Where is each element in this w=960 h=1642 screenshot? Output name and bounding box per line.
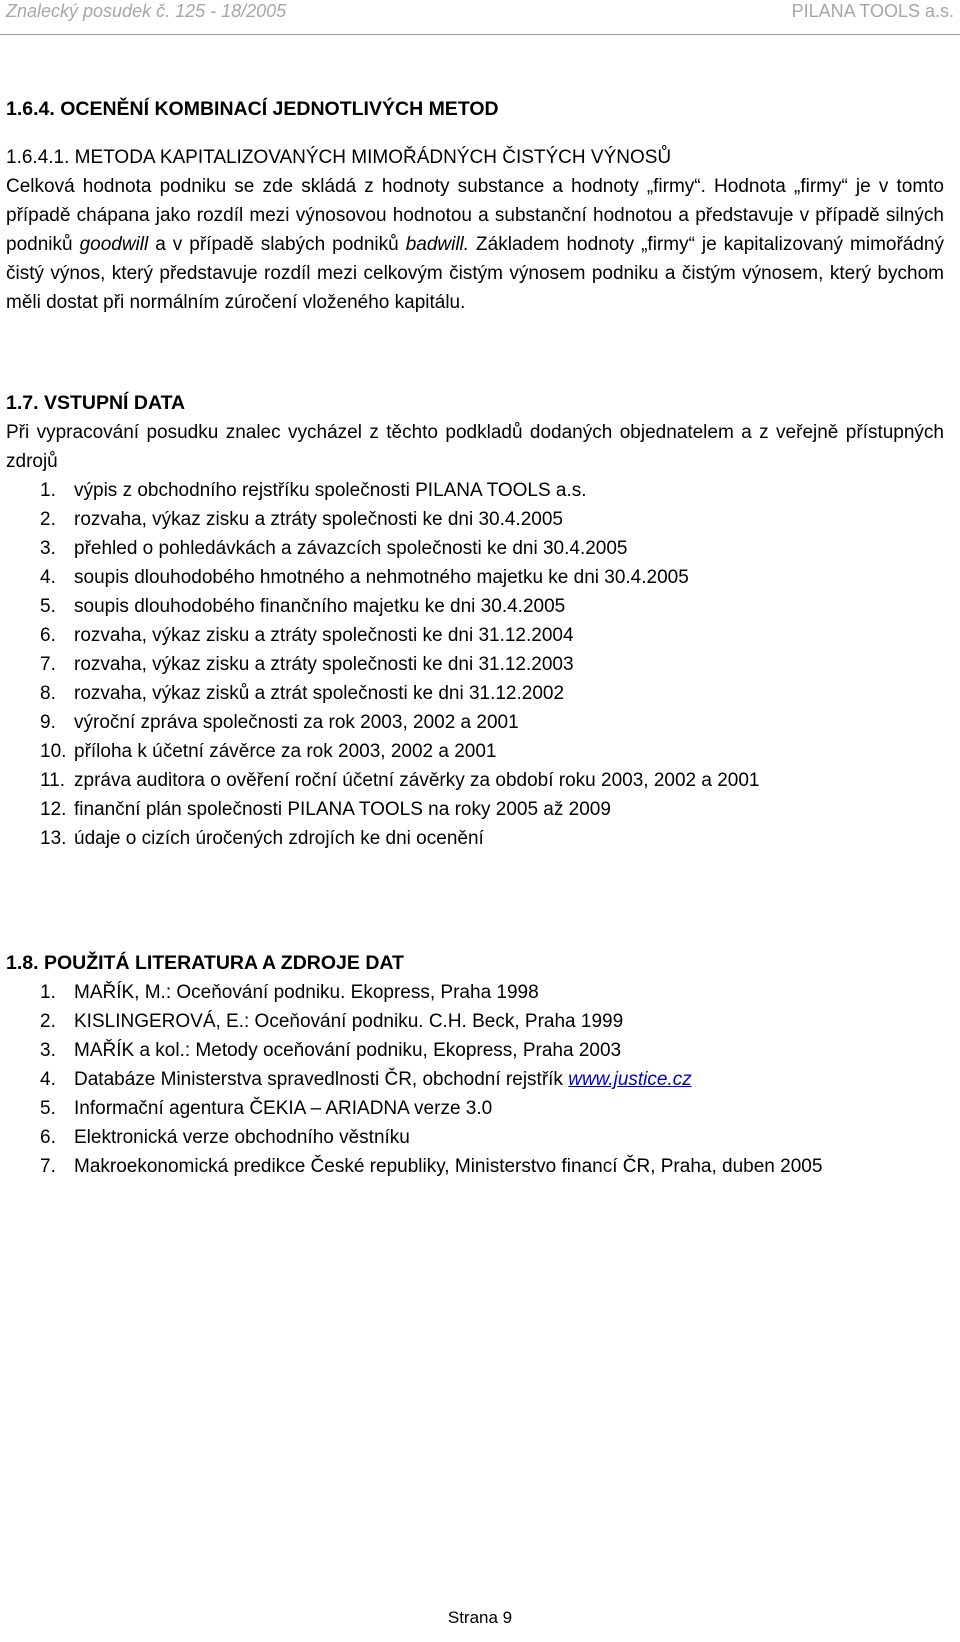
list-text: rozvaha, výkaz zisku a ztráty společnosti ke dni 30.4.2005 bbox=[74, 509, 563, 530]
list-item bbox=[6, 1007, 944, 1036]
page-header bbox=[0, 0, 960, 35]
paragraph-capitalized-returns bbox=[6, 172, 944, 317]
term-goodwill: goodwill bbox=[79, 234, 149, 255]
list-text: příloha k účetní závěrce za rok 2003, 2002 a 2001 bbox=[74, 741, 497, 762]
list-number: 5. bbox=[40, 596, 56, 617]
header-document-title: Znalecký posudek č. 125 - 18/2005 bbox=[6, 1, 287, 21]
list-text: Elektronická verze obchodního věstníku bbox=[74, 1127, 410, 1148]
term-badwill: badwill. bbox=[405, 234, 470, 255]
list-item bbox=[6, 534, 944, 563]
list-item bbox=[6, 1123, 944, 1152]
list-item bbox=[6, 1094, 944, 1123]
list-number: 7. bbox=[40, 654, 56, 675]
list-text: výroční zpráva společnosti za rok 2003, 2002 a 2001 bbox=[74, 712, 519, 733]
header-company-name: PILANA TOOLS a.s. bbox=[791, 1, 954, 21]
list-item bbox=[6, 563, 944, 592]
list-number: 9. bbox=[40, 712, 56, 733]
list-text: MAŘÍK a kol.: Metody oceňování podniku, Ekopress, Praha 2003 bbox=[74, 1040, 622, 1061]
subsection-heading-1-6-4-1: 1.6.4.1. METODA KAPITALIZOVANÝCH MIMOŘÁDNÝCH ČISTÝCH VÝNOSŮ bbox=[6, 147, 672, 168]
list-item bbox=[6, 621, 944, 650]
list-text: Makroekonomická predikce České republiky, Ministerstvo financí ČR, Praha, duben 2005 bbox=[74, 1156, 823, 1177]
list-number: 1. bbox=[40, 982, 56, 1003]
list-item bbox=[6, 978, 944, 1007]
list-number: 4. bbox=[40, 1069, 56, 1090]
list-item bbox=[6, 1036, 944, 1065]
list-number: 3. bbox=[40, 1040, 56, 1061]
section-heading-1-8: 1.8. POUŽITÁ LITERATURA A ZDROJE DAT bbox=[6, 952, 404, 974]
list-number: 3. bbox=[40, 538, 56, 559]
list-item bbox=[6, 476, 944, 505]
spacer bbox=[6, 853, 944, 949]
list-item bbox=[6, 1152, 944, 1181]
list-number: 5. bbox=[40, 1098, 56, 1119]
list-number: 4. bbox=[40, 567, 56, 588]
justice-link[interactable]: www.justice.cz bbox=[568, 1069, 692, 1090]
list-number: 12. bbox=[40, 799, 67, 820]
list-text: MAŘÍK, M.: Oceňování podniku. Ekopress, Praha 1998 bbox=[74, 982, 539, 1003]
list-text: výpis z obchodního rejstříku společnosti PILANA TOOLS a.s. bbox=[74, 480, 587, 501]
list-number: 11. bbox=[40, 770, 66, 791]
list-text-part: Databáze Ministerstva spravedlnosti ČR, obchodní rejstřík bbox=[74, 1069, 569, 1090]
list-number: 2. bbox=[40, 509, 56, 530]
spacer bbox=[6, 317, 944, 389]
list-item bbox=[6, 650, 944, 679]
list-number: 13. bbox=[40, 828, 67, 849]
literature-list bbox=[6, 978, 944, 1181]
input-data-intro: Při vypracování posudku znalec vycházel z těchto podkladů dodaných objednatelem a z veřejně přístupných zdrojů bbox=[6, 422, 944, 472]
list-number: 1. bbox=[40, 480, 56, 501]
input-data-list bbox=[6, 476, 944, 853]
paragraph-text: Základem hodnoty „firmy“ je kapitalizovaný mimořádný čistý výnos, který představuje rozdíl mezi celkovým čistým výnosem podniku a čistým výnosem, který bychom měli dostat při normálním zúročení vloženého kapitálu. bbox=[6, 234, 944, 313]
list-text: zpráva auditora o ověření roční účetní závěrky za období roku 2003, 2002 a 2001 bbox=[74, 770, 760, 791]
list-item bbox=[6, 824, 944, 853]
list-number: 8. bbox=[40, 683, 56, 704]
list-number: 6. bbox=[40, 1127, 56, 1148]
list-text bbox=[74, 1065, 944, 1094]
list-number: 2. bbox=[40, 1011, 56, 1032]
list-text: soupis dlouhodobého finančního majetku ke dni 30.4.2005 bbox=[74, 596, 566, 617]
paragraph-text: Celková hodnota podniku se zde skládá z hodnoty substance a hodnoty „firmy“. Hodnota „firmy“ je v tomto případě chápana jako rozdíl mezi výnosovou hodnotou a substanční hodnotou a představuje v případě silných podniků bbox=[6, 176, 944, 255]
section-heading-1-7: 1.7. VSTUPNÍ DATA bbox=[6, 392, 186, 414]
list-number: 10. bbox=[40, 741, 67, 762]
list-text: rozvaha, výkaz zisku a ztráty společnosti ke dni 31.12.2003 bbox=[74, 654, 574, 675]
list-text: soupis dlouhodobého hmotného a nehmotného majetku ke dni 30.4.2005 bbox=[74, 567, 689, 588]
list-text: rozvaha, výkaz zisku a ztráty společnosti ke dni 31.12.2004 bbox=[74, 625, 574, 646]
list-text: Informační agentura ČEKIA – ARIADNA verze 3.0 bbox=[74, 1098, 493, 1119]
list-text: finanční plán společnosti PILANA TOOLS na roky 2005 až 2009 bbox=[74, 799, 611, 820]
list-item bbox=[6, 795, 944, 824]
list-item bbox=[6, 737, 944, 766]
spacer bbox=[6, 124, 944, 143]
list-text: přehled o pohledávkách a závazcích společnosti ke dni 30.4.2005 bbox=[74, 538, 628, 559]
section-heading-1-6-4: 1.6.4. OCENĚNÍ KOMBINACÍ JEDNOTLIVÝCH METOD bbox=[6, 98, 499, 120]
list-number: 7. bbox=[40, 1156, 56, 1177]
list-item bbox=[6, 708, 944, 737]
page-number: Strana 9 bbox=[447, 1608, 513, 1627]
list-item bbox=[6, 592, 944, 621]
document-body bbox=[6, 95, 944, 1181]
list-text: rozvaha, výkaz zisků a ztrát společnosti ke dni 31.12.2002 bbox=[74, 683, 565, 704]
paragraph-text: a v případě slabých podniků bbox=[148, 234, 406, 255]
list-number: 6. bbox=[40, 625, 56, 646]
list-text: údaje o cizích úročených zdrojích ke dni ocenění bbox=[74, 828, 484, 849]
list-item bbox=[6, 1065, 944, 1094]
list-item bbox=[6, 505, 944, 534]
list-text: KISLINGEROVÁ, E.: Oceňování podniku. C.H. Beck, Praha 1999 bbox=[74, 1011, 624, 1032]
list-item bbox=[6, 766, 944, 795]
list-item bbox=[6, 679, 944, 708]
